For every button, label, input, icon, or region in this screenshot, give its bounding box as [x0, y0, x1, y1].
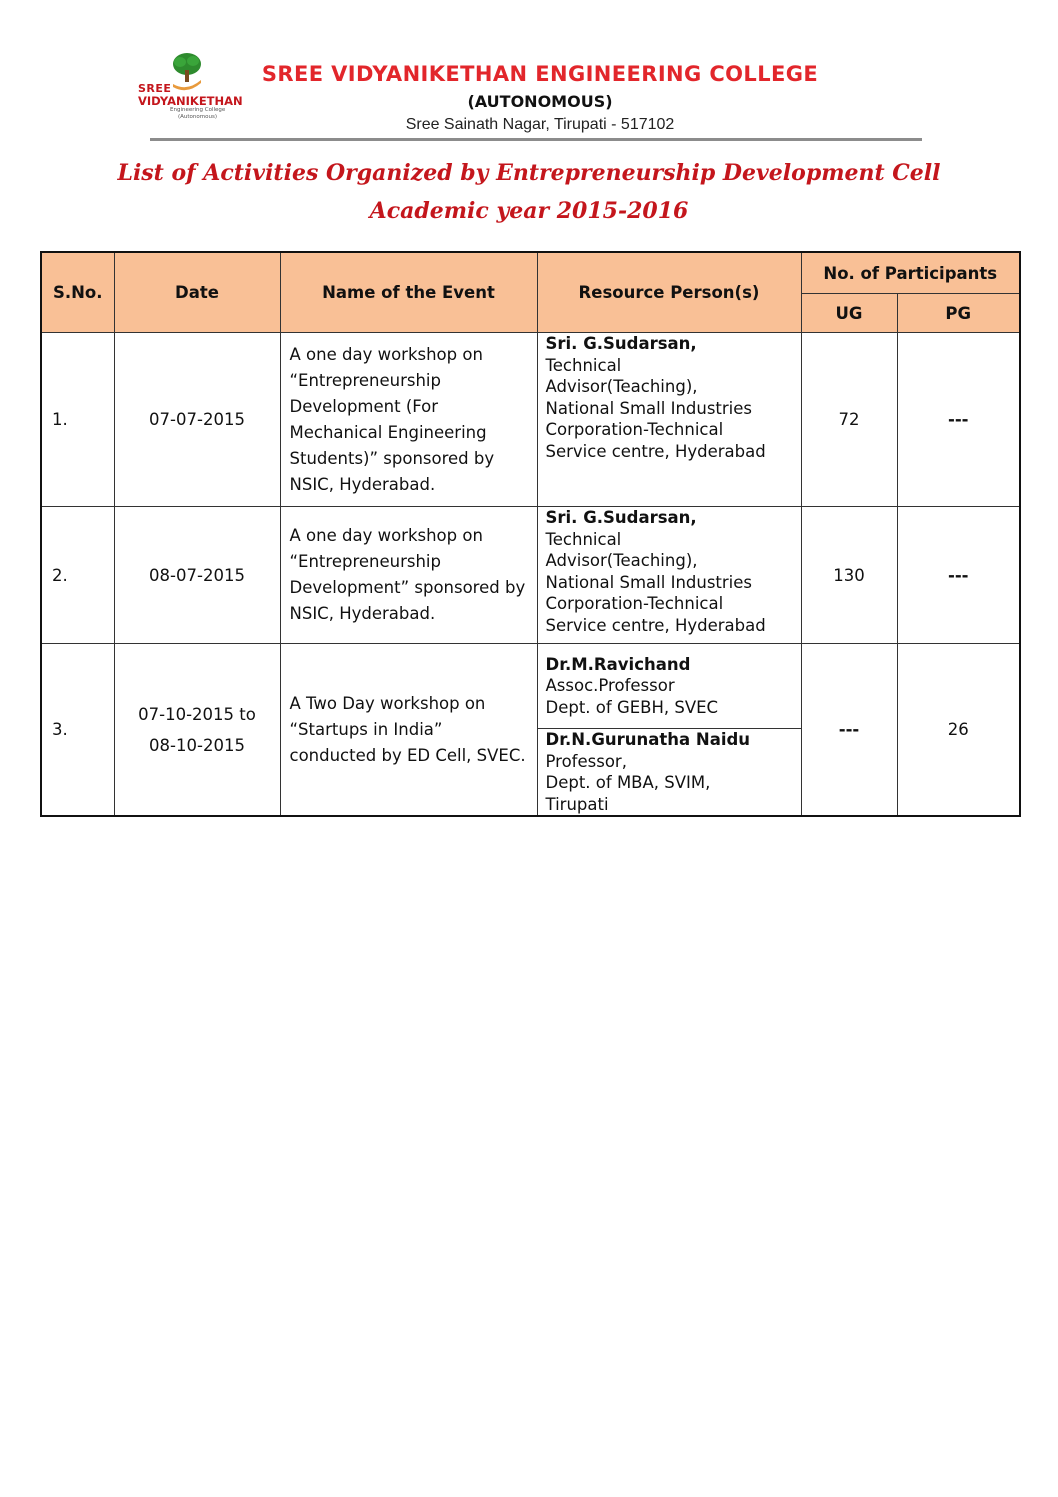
- resource-person-detail: Service centre, Hyderabad: [545, 441, 766, 461]
- row-sno: 2.: [41, 507, 114, 644]
- resource-person-detail: Technical: [545, 355, 622, 375]
- row-pg-count: ---: [897, 333, 1020, 507]
- row-date: 07-07-2015: [114, 333, 280, 507]
- row-resource-person: [537, 644, 801, 729]
- resource-person-detail: Dept. of GEBH, SVEC: [545, 697, 719, 717]
- header-ug: UG: [801, 294, 897, 333]
- resource-person-name: Dr.N.Gurunatha Naidu: [545, 730, 751, 749]
- table-row: [41, 644, 1020, 729]
- row-sno: 1.: [41, 333, 114, 507]
- row-sno: 3.: [41, 644, 114, 817]
- college-logo: [134, 52, 242, 122]
- resource-person-detail: Advisor(Teaching),: [545, 551, 698, 570]
- resource-person-detail: Dept. of MBA, SVIM,: [545, 773, 711, 792]
- row-ug-count: ---: [801, 644, 897, 817]
- resource-person-detail: Corporation-Technical: [545, 594, 724, 613]
- resource-person-detail: Corporation-Technical: [545, 420, 724, 439]
- letterhead-divider: [150, 138, 922, 141]
- table-row: [41, 507, 1020, 644]
- tree-icon: [170, 52, 204, 92]
- college-address: Sree Sainath Nagar, Tirupati - 517102: [405, 116, 675, 133]
- header-participants: No. of Participants: [801, 252, 1020, 294]
- logo-text-vidyanikethan: VIDYANIKETHAN: [138, 94, 243, 108]
- resource-person-name: Sri. G.Sudarsan,: [545, 334, 697, 353]
- row-event: A one day workshop on “Entrepreneurship Development (For Mechanical Engineering Students)” sponsored by NSIC, Hyderabad.: [280, 333, 537, 507]
- resource-person-detail: National Small Industries: [545, 398, 753, 418]
- resource-person-detail: Professor,: [545, 751, 627, 771]
- row-pg-count: ---: [897, 507, 1020, 644]
- academic-year: Academic year 2015-2016: [369, 198, 689, 224]
- header-event: Name of the Event: [280, 252, 537, 333]
- table-row: [41, 333, 1020, 507]
- college-name: SREE VIDYANIKETHAN ENGINEERING COLLEGE: [261, 62, 819, 86]
- table-header-row: [41, 252, 1020, 294]
- row-resource-person: [537, 333, 801, 507]
- header-date: Date: [114, 252, 280, 333]
- resource-person-detail: Technical: [545, 529, 622, 549]
- resource-person-name: Dr.M.Ravichand: [545, 654, 691, 674]
- resource-person-detail: Tirupati: [545, 794, 609, 814]
- row-resource-person: [537, 729, 801, 817]
- logo-text-autonomous: (Autonomous): [178, 114, 217, 120]
- row-date-end: 08-10-2015: [149, 735, 245, 755]
- resource-person-detail: Assoc.Professor: [545, 676, 675, 696]
- logo-text-engineering-college: Engineering College: [170, 107, 226, 113]
- row-date: 08-07-2015: [114, 507, 280, 644]
- logo-text-sree: SREE: [138, 82, 172, 95]
- row-resource-person: [537, 507, 801, 644]
- resource-person-name: Sri. G.Sudarsan,: [545, 508, 697, 527]
- header-resource-persons: Resource Person(s): [537, 252, 801, 333]
- row-event: A Two Day workshop on “Startups in India” conducted by ED Cell, SVEC.: [280, 644, 537, 817]
- resource-person-detail: Advisor(Teaching),: [545, 377, 698, 396]
- header-sno: S.No.: [41, 252, 114, 333]
- row-ug-count: 72: [801, 333, 897, 507]
- header-pg: PG: [897, 294, 1020, 333]
- row-date-start: 07-10-2015 to: [138, 704, 256, 724]
- document-title: List of Activities Organized by Entrepreneurship Development Cell: [117, 160, 941, 186]
- letterhead: [130, 50, 922, 142]
- row-date: [114, 644, 280, 817]
- activities-table: [40, 251, 1021, 817]
- autonomous-label: (AUTONOMOUS): [467, 92, 613, 111]
- row-pg-count: 26: [897, 644, 1020, 817]
- row-event: A one day workshop on “Entrepreneurship Development” sponsored by NSIC, Hyderabad.: [280, 507, 537, 644]
- resource-person-detail: National Small Industries: [545, 572, 753, 592]
- row-ug-count: 130: [801, 507, 897, 644]
- resource-person-detail: Service centre, Hyderabad: [545, 615, 766, 635]
